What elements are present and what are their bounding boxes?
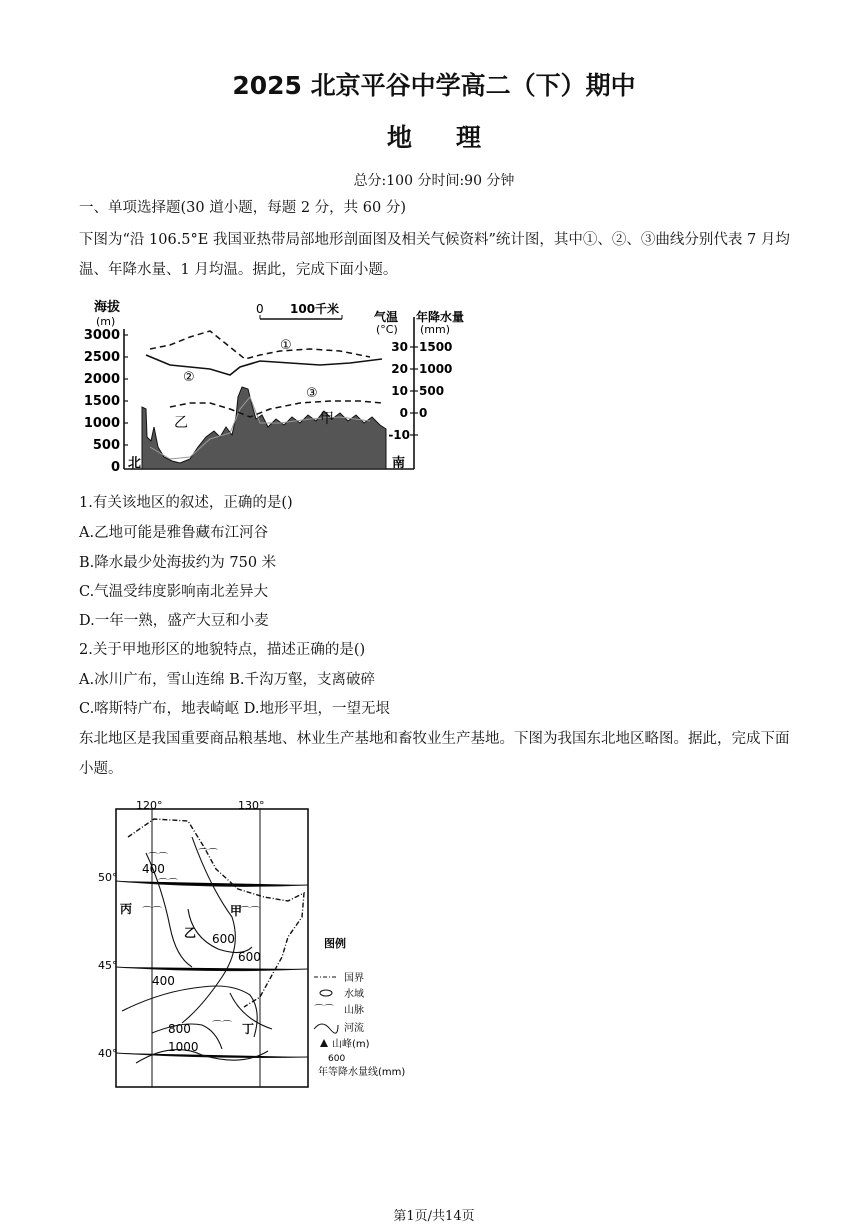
- rain-tick: 1000: [419, 362, 453, 376]
- subject-title: 地理: [386, 123, 525, 152]
- northeast-map-figure: [92, 797, 406, 1101]
- svg-text:⌒⌒: ⌒⌒: [158, 879, 178, 890]
- y-tick: 0: [110, 460, 120, 475]
- rain-axis-title: 年降水量: [416, 310, 465, 324]
- iso-1000: 1000: [168, 1040, 199, 1054]
- y-axis-title: 海拔: [94, 300, 121, 315]
- q2-options-cd: C.喀斯特广布，地表崎岖 D.地形平坦，一望无垠: [79, 701, 391, 717]
- rain-tick: 500: [419, 384, 445, 398]
- y-tick: 2500: [83, 350, 120, 365]
- label-jia: 甲: [230, 904, 243, 918]
- iso-400-south: 400: [152, 974, 175, 988]
- intro-paragraph-2: 东北地区是我国重要商品粮基地、林业生产基地和畜牧业生产基地。下图为我国东北地区略图。据此，完成下面小题。: [79, 731, 790, 777]
- q1-option-b: B.降水最少处海拔约为 750 米: [79, 555, 277, 571]
- region-yi: 乙: [174, 415, 188, 431]
- rain-tick: 1500: [419, 340, 453, 354]
- lon-120: 120°: [136, 799, 163, 812]
- temp-tick: 30: [391, 340, 408, 354]
- temp-axis-title: 气温: [374, 310, 399, 324]
- legend-title: 图例: [324, 937, 346, 950]
- svg-text:⌒⌒: ⌒⌒: [148, 853, 168, 864]
- legend-peak: 山峰(m): [332, 1039, 370, 1050]
- svg-text:⌒⌒: ⌒⌒: [142, 907, 162, 918]
- south-label: 南: [392, 456, 406, 471]
- label-yi: 乙: [184, 926, 197, 940]
- svg-text:⌒⌒: ⌒⌒: [198, 849, 218, 860]
- curve-label-3: ③: [306, 386, 318, 401]
- legend-mountain: 山脉: [344, 1005, 364, 1016]
- svg-text:⌒⌒: ⌒⌒: [212, 1021, 232, 1032]
- lat-50: 50°: [98, 871, 118, 884]
- q1-option-c: C.气温受纬度影响南北差异大: [79, 584, 269, 600]
- rain-axis-unit: (mm): [420, 323, 451, 336]
- iso-600-center: 600: [212, 932, 235, 946]
- legend-river: 河流: [344, 1023, 364, 1034]
- temp-tick: -10: [388, 428, 410, 442]
- y-tick: 1500: [83, 394, 120, 409]
- svg-text:⌒⌒: ⌒⌒: [240, 907, 260, 918]
- map-legend: [314, 936, 405, 1078]
- temp-axis-unit: (°C): [376, 323, 398, 336]
- y-tick: 2000: [83, 372, 120, 387]
- q2-options-ab: A.冰川广布，雪山连绵 B.千沟万壑，支离破碎: [79, 672, 375, 688]
- label-ding: 丁: [242, 1022, 255, 1036]
- page-footer: 第1页/共14页: [393, 1209, 475, 1224]
- region-jia: 甲: [320, 411, 334, 427]
- scale-zero: 0: [256, 302, 264, 316]
- temp-tick: 20: [391, 362, 408, 376]
- section-heading: 一、单项选择题(30 道小题，每题 2 分，共 60 分): [79, 200, 406, 216]
- iso-600-east: 600: [238, 950, 261, 964]
- lat-45: 45°: [98, 959, 118, 972]
- curve-label-2: ②: [183, 370, 195, 385]
- q1-option-a: A.乙地可能是雅鲁藏布江河谷: [79, 525, 269, 541]
- iso-800: 800: [168, 1022, 191, 1036]
- intro-paragraph-1: 下图为“沿 106.5°E 我国亚热带局部地形剖面图及相关气候资料”统计图，其中①、②、③曲线分别代表 7 月均温、年降水量、1 月均温。据此，完成下面小题。: [79, 232, 790, 278]
- legend-border: 国界: [344, 973, 364, 984]
- rain-tick: 0: [419, 406, 428, 420]
- question-2: 2.关于甲地形区的地貌特点，描述正确的是(): [79, 642, 366, 658]
- temp-tick: 0: [399, 406, 408, 420]
- curve-label-1: ①: [280, 338, 292, 353]
- y-tick: 3000: [83, 328, 120, 343]
- exam-meta: 总分:100 分时间:90 分钟: [353, 173, 515, 189]
- north-label: 北: [128, 456, 142, 471]
- q1-option-d: D.一年一熟，盛产大豆和小麦: [79, 613, 269, 629]
- terrain-profile-figure: [80, 297, 480, 479]
- scale-label: 100千米: [290, 302, 340, 316]
- svg-text:⌒⌒: ⌒⌒: [314, 1005, 334, 1016]
- lon-130: 130°: [238, 799, 265, 812]
- y-tick: 1000: [83, 416, 120, 431]
- iso-400-north: 400: [142, 862, 165, 876]
- legend-isoline: 年等降水量线(mm): [318, 1067, 406, 1078]
- exam-title: 2025 北京平谷中学高二（下）期中: [232, 71, 636, 100]
- legend-water: 水域: [344, 989, 364, 1000]
- temp-tick: 10: [391, 384, 408, 398]
- y-axis-unit: (m): [96, 315, 116, 328]
- legend-iso-value: 600: [328, 1054, 346, 1064]
- lat-40: 40°: [98, 1047, 118, 1060]
- label-bing: 丙: [120, 902, 133, 916]
- question-1: 1.有关该地区的叙述，正确的是(): [79, 495, 293, 511]
- y-tick: 500: [92, 438, 120, 453]
